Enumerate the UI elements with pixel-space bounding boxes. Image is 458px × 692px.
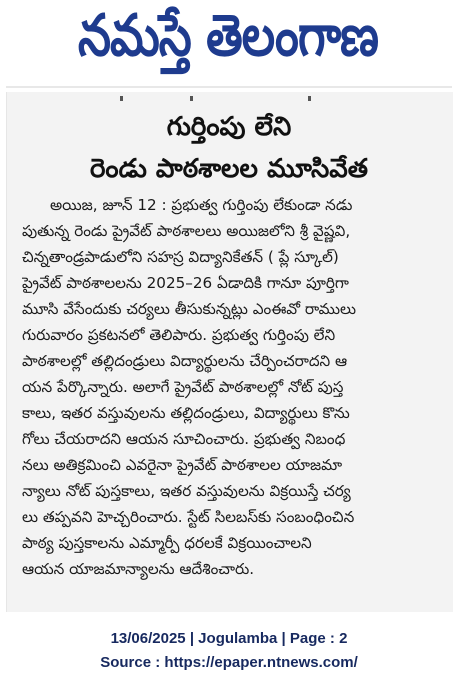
- article-line: కాలు, ఇతర వస్తువులను తల్లిదండ్రులు, విద్యార్థులు కొను: [22, 404, 350, 422]
- headline-line-2: రెండు పాఠశాలల మూసివేత: [90, 154, 368, 184]
- article-line: లు తప్పవని హెచ్చరించారు. స్టేట్ సిలబస్‌కు సంబంధించిన: [22, 508, 355, 526]
- article-line: పుతున్న రెండు ప్రైవేట్ పాఠశాలలు అయిజలోని శ్రీ వైష్ణవి,: [22, 222, 351, 240]
- footer-date-edition-page: 13/06/2025 | Jogulamba | Page : 2: [110, 630, 348, 647]
- footer-source-link[interactable]: Source : https://epaper.ntnews.com/: [100, 654, 358, 671]
- article-line: గురువారం ప్రకటనలో తెలిపారు. ప్రభుత్వ గుర్తింపు లేని: [22, 326, 336, 344]
- clipping-edge-marks: [118, 96, 318, 104]
- edge-mark: [308, 96, 311, 101]
- headline-line-1: గుర్తింపు లేని: [166, 112, 292, 142]
- article-line: అయిజ, జూన్ 12 : ప్రభుత్వ గుర్తింపు లేకుండా నడు: [50, 196, 353, 214]
- article-line: పాఠశాలల్లో తల్లిదండ్రులు విద్యార్థులను చేర్పించరాదని ఆ: [22, 352, 348, 370]
- article-line: పాఠ్య పుస్తకాలను ఎమ్మార్పీ ధరలకే విక్రయించాలని: [22, 534, 312, 552]
- masthead-title: నమస్తే తెలంగాణ: [78, 2, 378, 70]
- article-line: గోలు చేయరాదని ఆయన సూచించారు. ప్రభుత్వ నిబంధ: [22, 430, 346, 448]
- article-body: [22, 192, 440, 608]
- article-line: నలు అతిక్రమించి ఎవరైనా ప్రైవేట్ పాఠశాలల యాజమా: [22, 456, 343, 474]
- edge-mark: [120, 96, 123, 101]
- article-line: ఆయన యాజమాన్యాలను ఆదేశించారు.: [22, 560, 255, 578]
- edge-mark: [190, 96, 193, 101]
- masthead: [4, 2, 452, 84]
- article-line: న్యాలు నోట్ పుస్తకాలు, ఇతర వస్తువులను విక్రయిస్తే చర్య: [22, 482, 351, 500]
- article-line: మూసి వేసేందుకు చర్యలు తీసుకున్నట్లు ఎంఈవో రాములు: [22, 300, 356, 318]
- article-line: ప్రైవేట్ పాఠశాలలను 2025–26 ఏడాదికి గానూ పూర్తిగా: [22, 274, 349, 292]
- masthead-divider: [6, 86, 452, 88]
- article-line: యన పేర్కొన్నారు. అలాగే ప్రైవేట్ పాఠశాలల్లో నోట్ పుస్త: [22, 378, 344, 396]
- article-line: చిన్నతాండ్రపాడులోని సహస్ర విద్యానికేతన్ ( ప్లే స్కూల్): [22, 248, 339, 266]
